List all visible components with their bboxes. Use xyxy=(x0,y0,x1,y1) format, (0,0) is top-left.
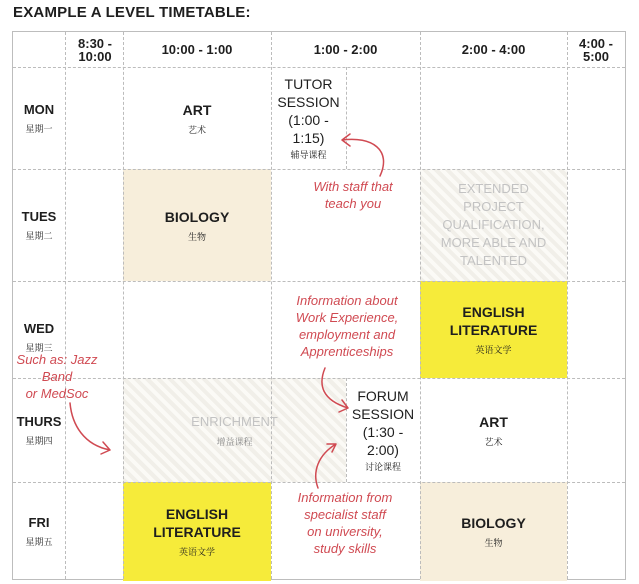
epq-line: QUALIFICATION, xyxy=(442,217,545,232)
time-header: 2:00 - 4:00 xyxy=(461,42,526,57)
time-header: 4:00 - 5:00 xyxy=(579,35,613,64)
lesson-title: BIOLOGY xyxy=(164,208,230,225)
annotation-line: Band xyxy=(41,369,73,384)
arrow-to-forum xyxy=(322,368,348,412)
session-time: (1:30 - xyxy=(362,424,404,440)
session-zh: 辅导课程 xyxy=(290,150,327,160)
annotation-line: Apprenticeships xyxy=(300,344,394,359)
epq-line: EXTENDED xyxy=(458,181,529,196)
epq-line: TALENTED xyxy=(460,253,527,268)
epq-line: PROJECT xyxy=(463,199,524,214)
lesson-title: ENGLISH xyxy=(462,304,525,320)
session-zh: 讨论课程 xyxy=(364,462,401,472)
lesson-title-zh: 生物 xyxy=(484,538,503,548)
session-time: (1:00 - xyxy=(288,112,329,128)
time-header: 10:00 - 1:00 xyxy=(161,42,233,57)
day-name-zh: 星期五 xyxy=(25,537,53,547)
day-name-zh: 星期二 xyxy=(25,230,53,241)
day-name-zh: 星期一 xyxy=(25,123,53,134)
annotation-line: With staff that xyxy=(313,179,393,194)
lesson-title: LITERATURE xyxy=(449,322,538,338)
time-header: 8:30 - 10:00 xyxy=(78,35,112,64)
annotation-line: teach you xyxy=(324,196,382,211)
day-name: WED xyxy=(23,320,55,336)
page-title: EXAMPLE A LEVEL TIMETABLE: xyxy=(13,4,251,21)
enrichment-zh: 增益课程 xyxy=(216,436,253,447)
session-line: SESSION xyxy=(277,94,340,110)
session-line: TUTOR xyxy=(284,76,333,92)
annotation-line: study skills xyxy=(313,541,377,556)
session-line: SESSION xyxy=(351,406,415,422)
time-header: 1:00 - 2:00 xyxy=(313,42,378,57)
lesson-title-zh: 艺术 xyxy=(187,124,206,135)
day-name: MON xyxy=(23,101,55,117)
annotation-line: Information from xyxy=(297,490,393,505)
arrow-to-enrichment xyxy=(70,403,110,454)
arrow-from-specialist xyxy=(316,444,336,488)
annotation-line: Information about xyxy=(296,293,398,308)
session-time: 2:00) xyxy=(367,442,399,458)
day-name: FRI xyxy=(28,515,50,530)
lesson-title: LITERATURE xyxy=(153,524,241,540)
day-name-zh: 星期四 xyxy=(25,435,53,446)
enrichment-title: ENRICHMENT xyxy=(191,413,278,429)
arrow-to-tutor xyxy=(342,134,384,176)
lesson-title-zh: 英语文学 xyxy=(178,547,215,557)
lesson-title: ENGLISH xyxy=(165,506,229,522)
annotation-line: Work Experience, xyxy=(295,310,399,325)
lesson-title: ART xyxy=(182,101,212,118)
epq-line: MORE ABLE AND xyxy=(440,235,547,250)
annotation-line: employment and xyxy=(298,327,396,342)
annotation-line: Such as: Jazz xyxy=(16,352,98,367)
lesson-title-zh: 英语文学 xyxy=(475,345,512,355)
day-name-zh: 星期三 xyxy=(25,342,53,353)
lesson-title: ART xyxy=(479,413,508,430)
annotation-line: or MedSoc xyxy=(25,386,89,401)
day-name: TUES xyxy=(21,208,57,224)
lesson-title: BIOLOGY xyxy=(461,515,526,531)
lesson-title-zh: 生物 xyxy=(187,231,206,242)
annotation-line: specialist staff xyxy=(304,507,386,522)
lesson-title-zh: 艺术 xyxy=(484,436,503,447)
day-name: THURS xyxy=(16,413,62,429)
annotation-line: on university, xyxy=(307,524,383,539)
session-line: FORUM xyxy=(357,388,409,404)
session-time: 1:15) xyxy=(292,130,325,146)
